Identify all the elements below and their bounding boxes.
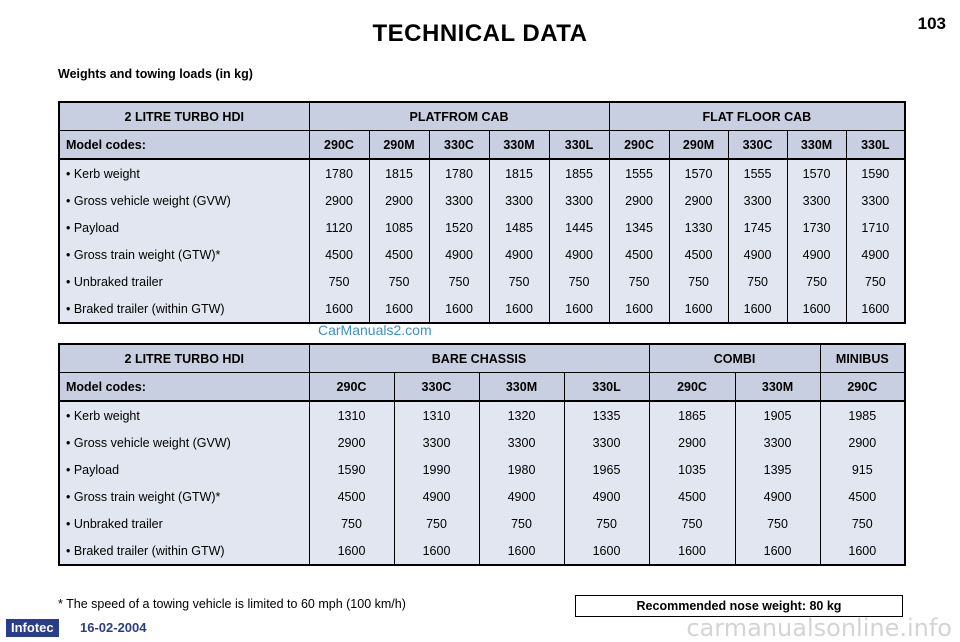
- row-label: • Braked trailer (within GTW): [59, 295, 309, 323]
- group-header-cell: PLATFROM CAB: [309, 102, 609, 131]
- group-header-cell: COMBI: [649, 344, 820, 373]
- weights-table-chassis: [58, 343, 906, 566]
- value-cell: 4900: [489, 241, 549, 268]
- value-cell: 2900: [669, 187, 728, 214]
- table-row: [59, 159, 905, 187]
- value-cell: 1600: [728, 295, 787, 323]
- model-codes-row: [59, 373, 905, 402]
- value-cell: 750: [564, 510, 649, 537]
- model-code-cell: 330L: [846, 131, 905, 160]
- page-number: 103: [917, 14, 946, 33]
- value-cell: 1600: [564, 537, 649, 565]
- value-cell: 1345: [609, 214, 669, 241]
- value-cell: 1085: [369, 214, 429, 241]
- value-cell: 1120: [309, 214, 369, 241]
- value-cell: 1600: [846, 295, 905, 323]
- model-code-cell: 330C: [728, 131, 787, 160]
- model-codes-row: [59, 131, 905, 160]
- value-cell: 3300: [564, 429, 649, 456]
- value-cell: 4900: [479, 483, 564, 510]
- value-cell: 1600: [479, 537, 564, 565]
- value-cell: 1710: [846, 214, 905, 241]
- value-cell: 1600: [609, 295, 669, 323]
- value-cell: 3300: [489, 187, 549, 214]
- value-cell: 3300: [787, 187, 846, 214]
- value-cell: 750: [735, 510, 820, 537]
- value-cell: 750: [669, 268, 728, 295]
- value-cell: 750: [549, 268, 609, 295]
- group-header-cell: 2 LITRE TURBO HDI: [59, 344, 309, 373]
- table-row: [59, 429, 905, 456]
- value-cell: 4900: [564, 483, 649, 510]
- model-code-cell: 330C: [429, 131, 489, 160]
- value-cell: 2900: [820, 429, 905, 456]
- table-row: [59, 187, 905, 214]
- value-cell: 1745: [728, 214, 787, 241]
- value-cell: 750: [309, 510, 394, 537]
- value-cell: 1570: [787, 159, 846, 187]
- model-code-cell: 290C: [649, 373, 735, 402]
- value-cell: 4900: [735, 483, 820, 510]
- value-cell: 2900: [369, 187, 429, 214]
- row-label: • Gross vehicle weight (GVW): [59, 429, 309, 456]
- value-cell: 1335: [564, 401, 649, 429]
- table-row: [59, 401, 905, 429]
- value-cell: 1865: [649, 401, 735, 429]
- value-cell: 750: [479, 510, 564, 537]
- value-cell: 1600: [649, 537, 735, 565]
- value-cell: 1990: [394, 456, 479, 483]
- value-cell: 1600: [309, 537, 394, 565]
- value-cell: 750: [394, 510, 479, 537]
- row-label: • Unbraked trailer: [59, 268, 309, 295]
- value-cell: 1730: [787, 214, 846, 241]
- value-cell: 4900: [728, 241, 787, 268]
- row-label: • Kerb weight: [59, 401, 309, 429]
- table-row: [59, 295, 905, 323]
- model-code-cell: 290C: [609, 131, 669, 160]
- value-cell: 750: [369, 268, 429, 295]
- value-cell: 1980: [479, 456, 564, 483]
- group-header-cell: 2 LITRE TURBO HDI: [59, 102, 309, 131]
- model-code-cell: 290C: [309, 131, 369, 160]
- row-label: • Gross vehicle weight (GVW): [59, 187, 309, 214]
- table-row: [59, 537, 905, 565]
- value-cell: 1520: [429, 214, 489, 241]
- value-cell: 2900: [309, 429, 394, 456]
- value-cell: 1600: [369, 295, 429, 323]
- footnote: * The speed of a towing vehicle is limited to 60 mph (100 km/h): [58, 597, 406, 611]
- table-row: [59, 483, 905, 510]
- model-code-cell: 330L: [549, 131, 609, 160]
- value-cell: 4500: [820, 483, 905, 510]
- table-row: [59, 510, 905, 537]
- value-cell: 2900: [649, 429, 735, 456]
- value-cell: 3300: [394, 429, 479, 456]
- value-cell: 750: [429, 268, 489, 295]
- value-cell: 750: [489, 268, 549, 295]
- value-cell: 2900: [309, 187, 369, 214]
- weights-table-cab: [58, 101, 906, 324]
- value-cell: 750: [649, 510, 735, 537]
- value-cell: 1600: [669, 295, 728, 323]
- value-cell: 1905: [735, 401, 820, 429]
- row-label: • Payload: [59, 456, 309, 483]
- model-codes-label: Model codes:: [59, 373, 309, 402]
- model-code-cell: 290C: [820, 373, 905, 402]
- value-cell: 915: [820, 456, 905, 483]
- value-cell: 1600: [549, 295, 609, 323]
- value-cell: 1555: [609, 159, 669, 187]
- value-cell: 1855: [549, 159, 609, 187]
- model-code-cell: 330C: [394, 373, 479, 402]
- value-cell: 1320: [479, 401, 564, 429]
- model-code-cell: 330M: [479, 373, 564, 402]
- value-cell: 1600: [489, 295, 549, 323]
- footer-date: 16-02-2004: [80, 620, 147, 635]
- value-cell: 4500: [649, 483, 735, 510]
- model-code-cell: 290C: [309, 373, 394, 402]
- value-cell: 1555: [728, 159, 787, 187]
- value-cell: 1590: [846, 159, 905, 187]
- value-cell: 1965: [564, 456, 649, 483]
- value-cell: 1445: [549, 214, 609, 241]
- row-label: • Payload: [59, 214, 309, 241]
- row-label: • Gross train weight (GTW)*: [59, 241, 309, 268]
- value-cell: 3300: [479, 429, 564, 456]
- value-cell: 1310: [394, 401, 479, 429]
- model-code-cell: 330L: [564, 373, 649, 402]
- watermark-text: CarManuals2.com: [318, 322, 432, 338]
- table-row: [59, 214, 905, 241]
- model-codes-label: Model codes:: [59, 131, 309, 160]
- value-cell: 1600: [787, 295, 846, 323]
- model-code-cell: 330M: [735, 373, 820, 402]
- table-row: [59, 268, 905, 295]
- value-cell: 1600: [309, 295, 369, 323]
- value-cell: 1485: [489, 214, 549, 241]
- table-header-row: [59, 102, 905, 131]
- infotec-logo: Infotec: [6, 619, 59, 637]
- value-cell: 1985: [820, 401, 905, 429]
- value-cell: 3300: [549, 187, 609, 214]
- footer-site-watermark: carmanualsonline.info: [686, 614, 952, 642]
- value-cell: 1600: [429, 295, 489, 323]
- value-cell: 4500: [369, 241, 429, 268]
- group-header-cell: MINIBUS: [820, 344, 905, 373]
- value-cell: 750: [787, 268, 846, 295]
- value-cell: 3300: [735, 429, 820, 456]
- value-cell: 4500: [669, 241, 728, 268]
- value-cell: 1035: [649, 456, 735, 483]
- model-code-cell: 330M: [787, 131, 846, 160]
- value-cell: 4900: [394, 483, 479, 510]
- model-code-cell: 290M: [369, 131, 429, 160]
- value-cell: 1780: [309, 159, 369, 187]
- value-cell: 4500: [309, 483, 394, 510]
- value-cell: 1600: [820, 537, 905, 565]
- value-cell: 1600: [735, 537, 820, 565]
- value-cell: 750: [309, 268, 369, 295]
- value-cell: 4900: [787, 241, 846, 268]
- row-label: • Unbraked trailer: [59, 510, 309, 537]
- value-cell: 4900: [846, 241, 905, 268]
- table-row: [59, 456, 905, 483]
- row-label: • Braked trailer (within GTW): [59, 537, 309, 565]
- value-cell: 3300: [728, 187, 787, 214]
- table-row: [59, 241, 905, 268]
- value-cell: 4500: [609, 241, 669, 268]
- value-cell: 4900: [429, 241, 489, 268]
- value-cell: 1570: [669, 159, 728, 187]
- page-title: TECHNICAL DATA: [372, 20, 588, 47]
- value-cell: 3300: [429, 187, 489, 214]
- nose-weight-box: Recommended nose weight: 80 kg: [575, 595, 903, 617]
- value-cell: 1395: [735, 456, 820, 483]
- value-cell: 1815: [489, 159, 549, 187]
- group-header-cell: BARE CHASSIS: [309, 344, 649, 373]
- value-cell: 2900: [609, 187, 669, 214]
- value-cell: 1600: [394, 537, 479, 565]
- model-code-cell: 290M: [669, 131, 728, 160]
- value-cell: 1590: [309, 456, 394, 483]
- value-cell: 4900: [549, 241, 609, 268]
- row-label: • Gross train weight (GTW)*: [59, 483, 309, 510]
- value-cell: 750: [846, 268, 905, 295]
- value-cell: 1780: [429, 159, 489, 187]
- value-cell: 1330: [669, 214, 728, 241]
- value-cell: 1815: [369, 159, 429, 187]
- value-cell: 1310: [309, 401, 394, 429]
- weights-table-cab-body: [59, 102, 905, 323]
- value-cell: 4500: [309, 241, 369, 268]
- group-header-cell: FLAT FLOOR CAB: [609, 102, 905, 131]
- weights-table-chassis-body: [59, 344, 905, 565]
- value-cell: 750: [728, 268, 787, 295]
- value-cell: 3300: [846, 187, 905, 214]
- row-label: • Kerb weight: [59, 159, 309, 187]
- model-code-cell: 330M: [489, 131, 549, 160]
- section-subtitle: Weights and towing loads (in kg): [58, 67, 253, 81]
- value-cell: 750: [820, 510, 905, 537]
- table-header-row: [59, 344, 905, 373]
- value-cell: 750: [609, 268, 669, 295]
